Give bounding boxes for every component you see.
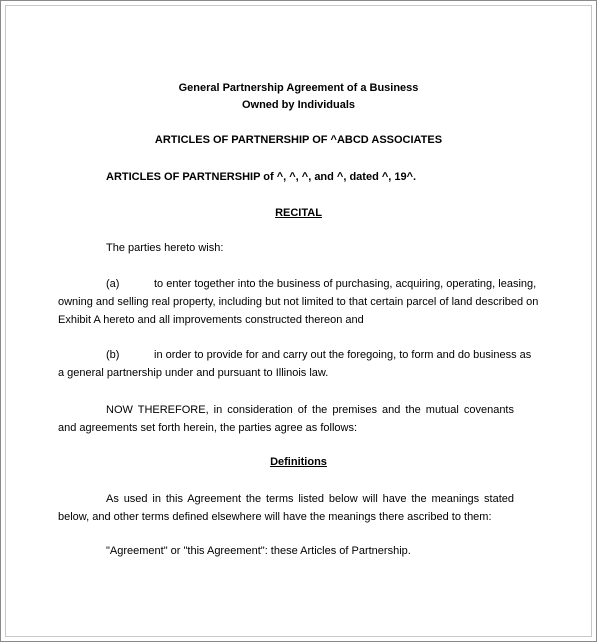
item-a-label: (a) bbox=[106, 278, 120, 290]
as-used-paragraph: As used in this Agreement the terms listed below will have the meanings stated below, and other terms defined elsewhere will have the meanings there ascribed to them: bbox=[58, 493, 514, 523]
recital-heading: RECITAL bbox=[275, 207, 322, 219]
definitions-heading: Definitions bbox=[270, 456, 327, 468]
now-therefore-paragraph: NOW THEREFORE, in consideration of the premises and the mutual covenants and agreements set forth herein, the parties agree as follows: bbox=[58, 404, 514, 434]
item-a-line-3: Exhibit A hereto and all improvements constructed thereon and bbox=[58, 314, 364, 326]
title-line-1: General Partnership Agreement of a Business bbox=[178, 82, 419, 94]
item-a-line-2: owning and selling real property, including but not limited to that certain parcel of land described on bbox=[58, 296, 539, 308]
agreement-definition: "Agreement" or "this Agreement": these Articles of Partnership. bbox=[106, 545, 411, 557]
articles-line: ARTICLES OF PARTNERSHIP of ^, ^, ^, and ^, dated ^, 19^. bbox=[106, 171, 417, 183]
item-b-line-1: in order to provide for and carry out the foregoing, to form and do business as bbox=[154, 349, 532, 361]
articles-heading: ARTICLES OF PARTNERSHIP OF ^ABCD ASSOCIATES bbox=[154, 134, 443, 146]
item-b-line-2: a general partnership under and pursuant to Illinois law. bbox=[58, 367, 329, 379]
parties-wish: The parties hereto wish: bbox=[106, 242, 224, 254]
title-line-2: Owned by Individuals bbox=[241, 99, 356, 111]
item-b-label: (b) bbox=[106, 349, 120, 361]
item-a-line-1: to enter together into the business of purchasing, acquiring, operating, leasing, bbox=[154, 278, 537, 290]
